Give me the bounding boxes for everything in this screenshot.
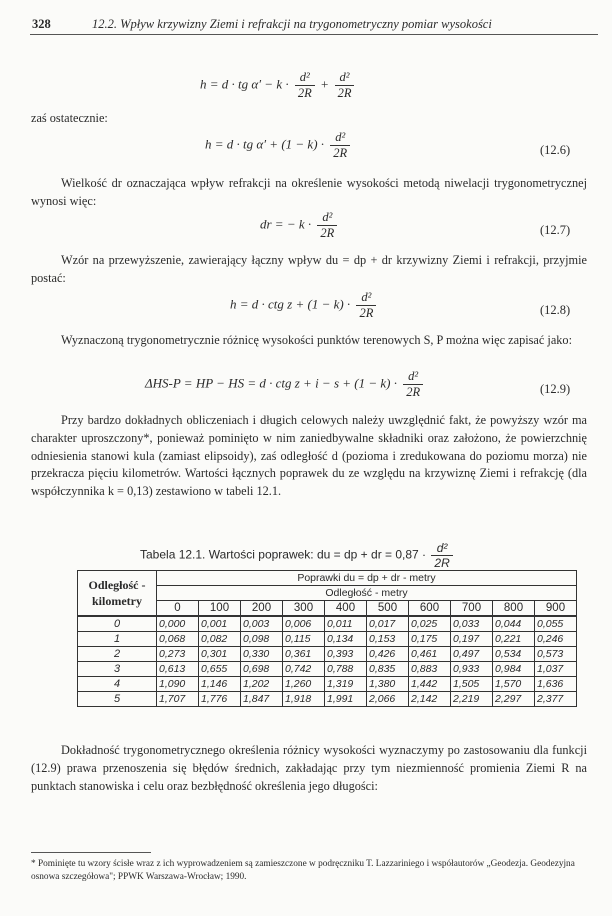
equation-12-9: ΔHS-P = HP − HS = d · ctg z + i − s + (1 − k) · $\frac{\text{d²}}{2R}$ — [145, 369, 426, 400]
table-sub-header: Odległość - metry — [157, 586, 577, 601]
table-cell: 0,044 — [493, 616, 535, 632]
table-cell: 0,098 — [241, 632, 283, 647]
table-cell: 2,377 — [535, 692, 577, 707]
table-row — [78, 692, 577, 707]
table-cell: 0,883 — [409, 662, 451, 677]
table-cell: 0,115 — [283, 632, 325, 647]
column-header: 200 — [241, 601, 283, 617]
table-cell: 0,273 — [157, 647, 199, 662]
table-cell: 0,933 — [451, 662, 493, 677]
equation-12-6: h = d · tg α′ + (1 − k) · $\frac{\text{d²}}{2R}$ — [205, 130, 353, 161]
table-cell: 1,636 — [535, 677, 577, 692]
paragraph-zas-ostatecznie: zaś ostatecznie: — [31, 111, 108, 125]
table-cell: 0,655 — [199, 662, 241, 677]
table-row — [78, 662, 577, 677]
table-cell: 0,461 — [409, 647, 451, 662]
table-cell: 0,006 — [283, 616, 325, 632]
table-cell: 0,017 — [367, 616, 409, 632]
table-cell: 0,330 — [241, 647, 283, 662]
corrections-table — [77, 570, 577, 707]
column-header: 700 — [451, 601, 493, 617]
table-cell: 0,835 — [367, 662, 409, 677]
running-title: 12.2. Wpływ krzywizny Ziemi i refrakcji na trygonometryczny pomiar wysokości — [92, 17, 492, 31]
column-header: 500 — [367, 601, 409, 617]
table-cell: 0,246 — [535, 632, 577, 647]
equation-number-12-8: (12.8) — [540, 303, 571, 317]
equation-number-12-9: (12.9) — [540, 382, 571, 396]
equation-12-7: dr = − k · $\frac{\text{d²}}{2R}$ — [260, 210, 340, 241]
table-cell: 1,505 — [451, 677, 493, 692]
column-header: 400 — [325, 601, 367, 617]
row-km-label: 2 — [78, 647, 157, 662]
table-corner-header: Odległość - kilometry — [78, 571, 157, 617]
table-cell: 1,918 — [283, 692, 325, 707]
table-cell: 0,698 — [241, 662, 283, 677]
column-header: 800 — [493, 601, 535, 617]
equation-unnumbered: h = d · tg α′ − k · $\frac{\text{d²}}{2R}$ + $\frac{\text{d²}}{2R}$ — [200, 70, 357, 101]
table-cell: 0,197 — [451, 632, 493, 647]
table-cell: 0,301 — [199, 647, 241, 662]
table-cell: 1,776 — [199, 692, 241, 707]
table-cell: 0,361 — [283, 647, 325, 662]
table-cell: 2,142 — [409, 692, 451, 707]
table-cell: 0,025 — [409, 616, 451, 632]
footnote: * Pominięte tu wzory ścisłe wraz z ich wyprowadzeniem są zamieszczone w podręczniku T. Lazzariniego i współautorów „Geodezja. Geodezyjna osnowa szczegółowa"; PPWK Warszawa-Wrocław; 1990. — [31, 859, 575, 882]
table-cell: 1,570 — [493, 677, 535, 692]
row-km-label: 3 — [78, 662, 157, 677]
table-cell: 0,393 — [325, 647, 367, 662]
table-group-header: Poprawki du = dp + dr - metry — [157, 571, 577, 586]
table-cell: 2,066 — [367, 692, 409, 707]
table-cell: 0,082 — [199, 632, 241, 647]
table-cell: 1,037 — [535, 662, 577, 677]
table-cell: 0,001 — [199, 616, 241, 632]
table-cell: 0,613 — [157, 662, 199, 677]
table-cell: 1,991 — [325, 692, 367, 707]
table-cell: 0,000 — [157, 616, 199, 632]
paragraph-height-difference: Wyznaczoną trygonometrycznie różnicę wysokości punktów terenowych S, P można więc zapisać jako: — [61, 333, 572, 347]
row-km-label: 1 — [78, 632, 157, 647]
paragraph-accuracy: Dokładność trygonometrycznego określenia różnicy wysokości wyznaczymy po zastosowaniu dla funkcji (12.9) prawa przenoszenia się błędów średnich, zakładając przy tym niezmienność promienia Ziemi R na punktach stanowiska i celu oraz bezbłędność określenia jego długości: — [31, 743, 587, 793]
equation-number-12-6: (12.6) — [540, 143, 571, 157]
column-header: 900 — [535, 601, 577, 617]
table-cell: 1,146 — [199, 677, 241, 692]
table-cell: 1,202 — [241, 677, 283, 692]
table-cell: 1,707 — [157, 692, 199, 707]
table-cell: 0,984 — [493, 662, 535, 677]
table-cell: 2,297 — [493, 692, 535, 707]
table-cell: 2,219 — [451, 692, 493, 707]
table-cell: 1,319 — [325, 677, 367, 692]
table-cell: 0,175 — [409, 632, 451, 647]
paragraph-height-formula: Wzór na przewyższenie, zawierający łączny wpływ du = dp + dr krzywizny Ziemi i refrakcji, przyjmie postać: — [31, 253, 587, 285]
table-cell: 0,534 — [493, 647, 535, 662]
table-row — [78, 616, 577, 632]
table-caption: Tabela 12.1. Wartości poprawek: du = dp + dr = 0,87 · $\frac{\text{d²}}{2R}$ — [140, 541, 453, 570]
page-number: 328 — [32, 17, 51, 31]
row-km-label: 5 — [78, 692, 157, 707]
column-header: 100 — [199, 601, 241, 617]
table-cell: 0,055 — [535, 616, 577, 632]
paragraph-accurate-calculations: Przy bardzo dokładnych obliczeniach i długich celowych należy uwzględnić fakt, że powyższy wzór ma charakter uproszczony*, ponieważ pominięto w nim zaniedbywalne składniki oraz założono, że powierzchnię odniesienia stanowi kula (zamiast elipsoidy), zaś odległość d (pozioma i zredukowana do poziomu morza) nie przekracza pięciu kilometrów. Wartości łącznych poprawek du ze względu na krzywiznę Ziemi i refrakcję (dla współczynnika k = 0,13) zestawiono w tabeli 12.1. — [31, 413, 587, 499]
table-cell: 0,573 — [535, 647, 577, 662]
table-row — [78, 647, 577, 662]
table-row — [78, 677, 577, 692]
table-row — [78, 632, 577, 647]
table-cell: 1,442 — [409, 677, 451, 692]
table-cell: 0,068 — [157, 632, 199, 647]
table-cell: 0,497 — [451, 647, 493, 662]
table-cell: 0,426 — [367, 647, 409, 662]
table-cell: 1,380 — [367, 677, 409, 692]
table-cell: 0,221 — [493, 632, 535, 647]
row-km-label: 0 — [78, 616, 157, 632]
equation-12-8: h = d · ctg z + (1 − k) · $\frac{\text{d²}}{2R}$ — [230, 290, 379, 321]
table-cell: 0,134 — [325, 632, 367, 647]
column-header: 600 — [409, 601, 451, 617]
table-cell: 0,742 — [283, 662, 325, 677]
table-cell: 0,788 — [325, 662, 367, 677]
table-cell: 1,260 — [283, 677, 325, 692]
column-header: 0 — [157, 601, 199, 617]
column-header: 300 — [283, 601, 325, 617]
paragraph-refraction: Wielkość dr oznaczająca wpływ refrakcji na określenie wysokości metodą niwelacji trygonometrycznej wynosi więc: — [31, 176, 587, 208]
table-cell: 1,847 — [241, 692, 283, 707]
equation-number-12-7: (12.7) — [540, 223, 571, 237]
table-cell: 0,011 — [325, 616, 367, 632]
table-cell: 1,090 — [157, 677, 199, 692]
row-km-label: 4 — [78, 677, 157, 692]
footnote-rule — [31, 852, 151, 853]
table-cell: 0,003 — [241, 616, 283, 632]
table-cell: 0,033 — [451, 616, 493, 632]
table-cell: 0,153 — [367, 632, 409, 647]
running-header — [30, 16, 598, 35]
